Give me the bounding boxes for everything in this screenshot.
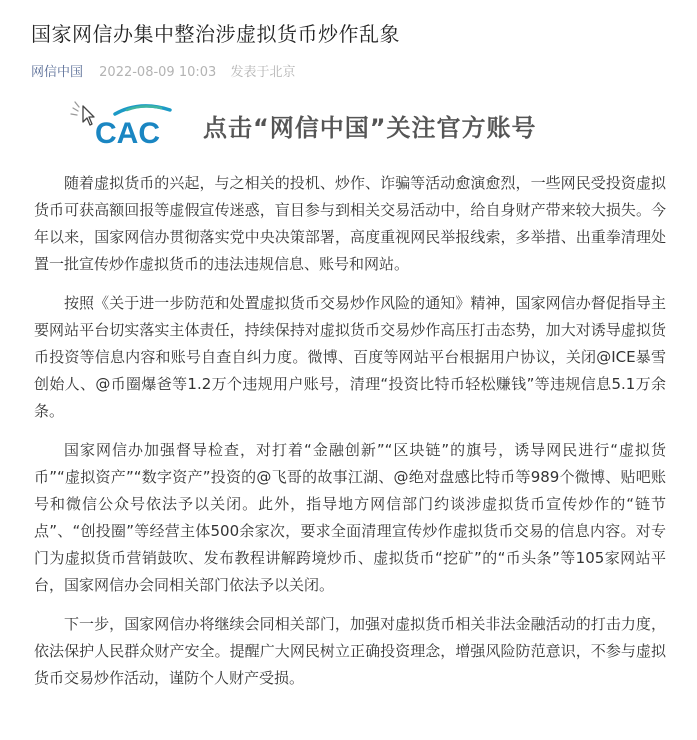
cursor-icon [71, 102, 94, 125]
paragraph: 国家网信办加强督导检查，对打着“金融创新”“区块链”的旗号，诱导网民进行“虚拟货币”“虚拟资产”“数字资产”投资的@飞哥的故事江湖、@绝对盘感比特币等989个微博、贴吧账号和微信公众号依法予以关闭。此外，指导地方网信部门约谈涉虚拟货币宣传炒作的“链节点”、“创投圈”等经营主体500余家次，要求全面清理宣传炒作虚拟货币交易的信息内容。对专门为虚拟货币营销鼓吹、发布教程讲解跨境炒币、虚拟货币“挖矿”的“币头条”等105家网站平台，国家网信办会同相关部门依法予以关闭。 [34, 441, 666, 594]
article-title: 国家网信办集中整治涉虚拟货币炒作乱象 [31, 22, 400, 46]
paragraph: 下一步，国家网信办将继续会同相关部门，加强对虚拟货币相关非法金融活动的打击力度，依法保护人民群众财产安全。提醒广大网民树立正确投资理念，增强风险防范意识，不参与虚拟货币交易炒作活动，谨防个人财产受损。 [34, 615, 666, 687]
article-meta [31, 61, 295, 80]
paragraph: 按照《关于进一步防范和处置虚拟货币交易炒作风险的通知》精神，国家网信办督促指导主要网站平台切实落实主体责任，持续保持对虚拟货币交易炒作高压打击态势，加大对诱导虚拟货币投资等信息内容和账号自查自纠力度。微博、百度等网站平台根据用户协议，关闭@ICE暴雪创始人、@币圈爆爸等1.2万个违规用户账号，清理“投资比特币轻松赚钱”等违规信息5.1万余条。 [34, 294, 666, 420]
author-link[interactable]: 网信中国 [31, 65, 84, 80]
publish-location: 发表于北京 [230, 65, 296, 80]
publish-time: 2022-08-09 10:03 [99, 65, 217, 80]
banner-text: 点击“网信中国”关注官方账号 [203, 114, 537, 142]
article-body [34, 170, 666, 704]
follow-banner[interactable] [65, 98, 625, 150]
paragraph: 随着虚拟货币的兴起，与之相关的投机、炒作、诈骗等活动愈演愈烈，一些网民受投资虚拟货币可获高额回报等虚假宣传迷惑，盲目参与到相关交易活动中，给自身财产带来较大损失。今年以来，国家网信办贯彻落实党中央决策部署，高度重视网民举报线索，多举措、出重拳清理处置一批宣传炒作虚拟货币的违法违规信息、账号和网站。 [34, 174, 666, 273]
svg-text:CAC: CAC [95, 117, 160, 150]
cac-logo [65, 98, 190, 150]
